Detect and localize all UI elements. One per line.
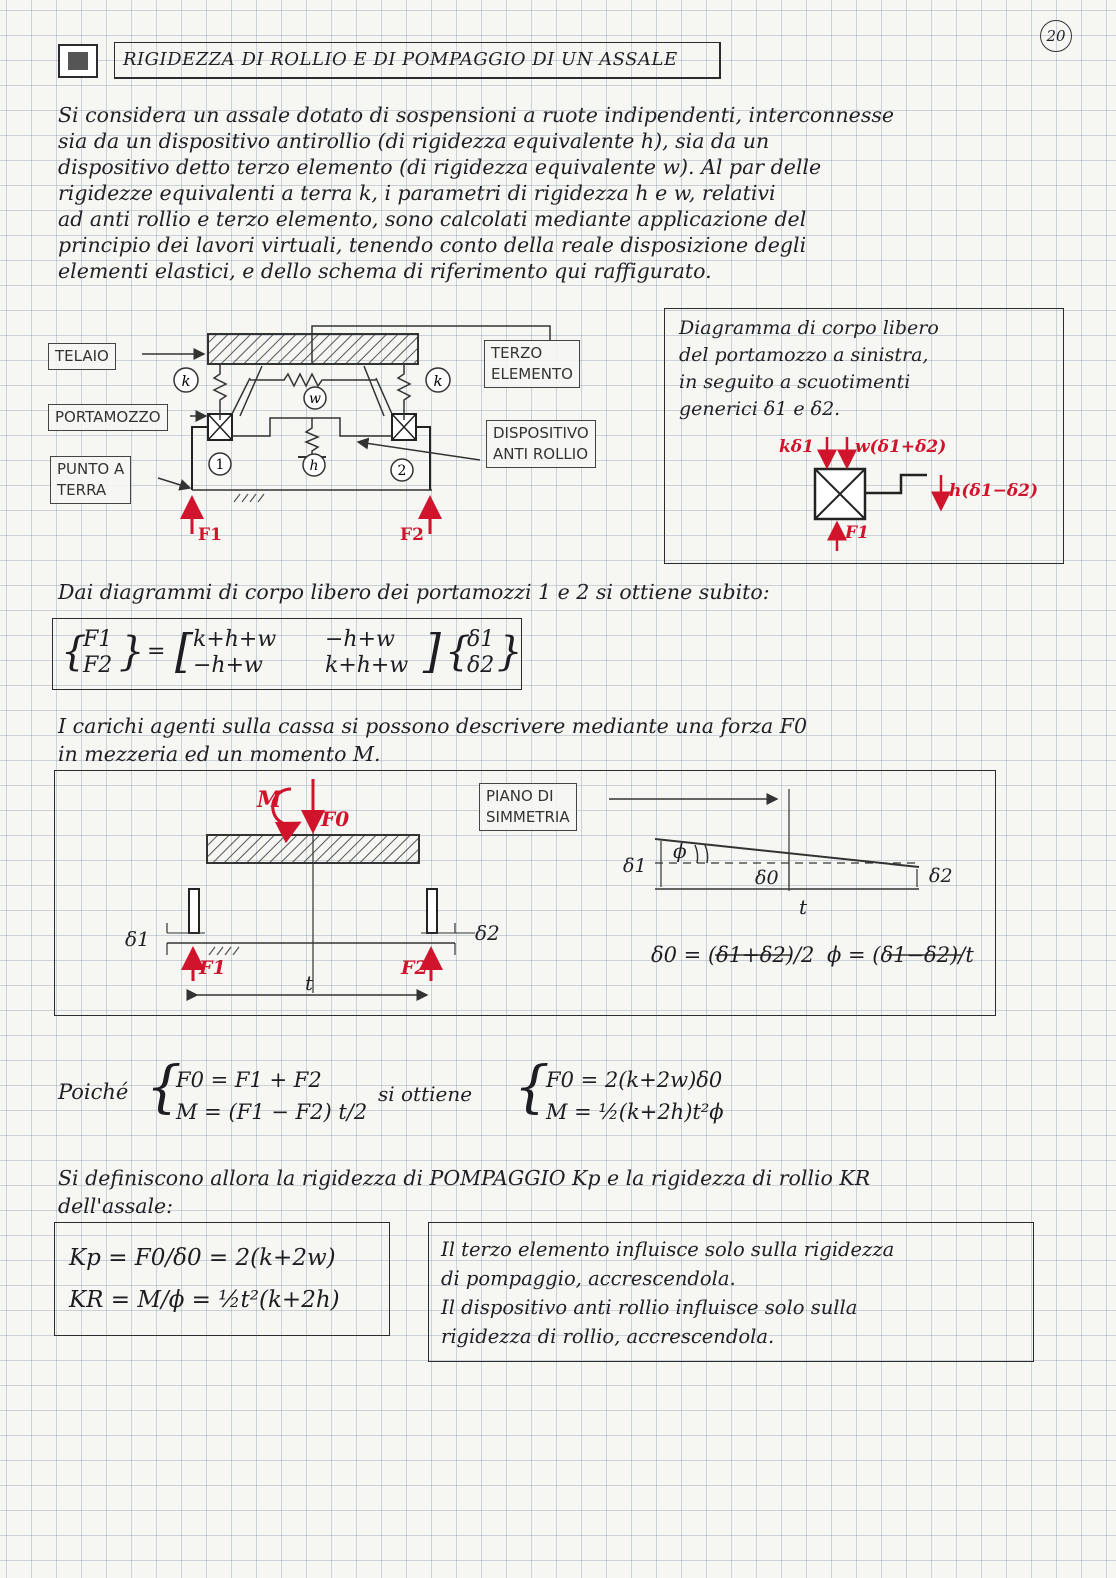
force-f0-label: F0 <box>321 807 350 831</box>
label-2-text: 2 <box>397 463 407 479</box>
text-define-line: Si definiscono allora la rigidezza di POMPAGGIO Kp e la rigidezza di rollio KR <box>58 1166 871 1190</box>
poiche-equations <box>176 1064 367 1128</box>
kinematics-box <box>54 770 996 1016</box>
si-ottiene: si ottiene <box>378 1082 473 1106</box>
section-icon <box>58 44 98 78</box>
results-box <box>54 1222 390 1336</box>
free-body-text-line: del portamozzo a sinistra, <box>679 344 929 366</box>
matrix-rhs-1: δ1 <box>467 627 495 652</box>
anti-roll-spring <box>306 418 318 457</box>
formula-phi: ϕ = (δ1−δ2)/t <box>827 943 974 967</box>
poiche-eq-2: M = (F1 − F2) t/2 <box>176 1100 368 1124</box>
poiche-eq-1: F0 = F1 + F2 <box>176 1068 322 1092</box>
note-line: Il terzo elemento influisce solo sulla rigidezza <box>441 1238 895 1261</box>
force-k-label: kδ1 <box>779 437 814 457</box>
phi-label: ϕ <box>673 839 687 863</box>
result-eq-1: F0 = 2(k+2w)δ0 <box>546 1068 723 1092</box>
page-title: RIGIDEZZA DI ROLLIO E DI POMPAGGIO DI UN ASSALE <box>114 42 721 79</box>
delta0-label: δ0 <box>755 867 779 889</box>
force-f1-label-2: F1 <box>199 957 226 979</box>
force-h-label: h(δ1−δ2) <box>949 481 1039 501</box>
track-label-right: t <box>799 895 808 919</box>
left-upright <box>192 427 208 490</box>
free-body-text-line: Diagramma di corpo libero <box>679 317 939 339</box>
force-f2-label-2: F2 <box>401 957 428 979</box>
note-line: Il dispositivo anti rollio influisce solo sulla <box>441 1296 858 1319</box>
intro-line: elementi elastici, e dello schema di riferimento qui raffigurato. <box>58 259 712 283</box>
text-free-bodies: Dai diagrammi di corpo libero dei portamozzi 1 e 2 si ottiene subito: <box>58 580 770 604</box>
matrix-lhs-2: F2 <box>83 653 113 678</box>
text-loads-line: in mezzeria ed un momento M. <box>58 742 381 766</box>
chassis-beam <box>208 334 418 364</box>
matrix-equation: { F1 F2 } = [ k+h+w −h+w −h+w k+h+w ] { δ1 δ2 } <box>52 618 522 690</box>
delta1-label: δ1 <box>125 927 150 951</box>
moment-label: M <box>257 787 282 813</box>
intro-line: principio dei lavori virtuali, tenendo conto della reale disposizione degli <box>58 233 807 257</box>
force-f-label: F1 <box>845 523 869 543</box>
intro-line: dispositivo detto terzo elemento (di rigidezza equivalente w). Al par delle <box>58 155 822 179</box>
result-eq-2: M = ½(k+2h)t²ϕ <box>546 1100 724 1124</box>
intro-paragraph <box>58 102 1088 284</box>
intro-line: ad anti rollio e terzo elemento, sono calcolati mediante applicazione del <box>58 207 807 231</box>
matrix-cell: k+h+w <box>193 627 277 652</box>
note-line: di pompaggio, accrescendola. <box>441 1267 736 1290</box>
result-kr: KR = M/ϕ = ½t²(k+2h) <box>69 1287 340 1313</box>
left-upright-bar <box>189 889 199 933</box>
label-w-text: w <box>309 391 321 407</box>
free-body-text-line: generici δ1 e δ2. <box>679 398 841 420</box>
matrix-lhs-1: F1 <box>83 627 113 652</box>
label-portamozzo: PORTAMOZZO <box>48 404 168 431</box>
text-define-line: dell'assale: <box>58 1194 174 1218</box>
label-terzo-elemento: TERZO ELEMENTO <box>484 340 580 388</box>
result-kp: Kp = F0/δ0 = 2(k+2w) <box>69 1245 336 1271</box>
label-1-text: 1 <box>215 457 225 473</box>
force-w-label: w(δ1+δ2) <box>855 437 947 457</box>
matrix-cell: −h+w <box>193 653 263 678</box>
label-h-text: h <box>309 458 319 474</box>
text-loads-line: I carichi agenti sulla cassa si possono descrivere mediante una forza F0 <box>58 714 807 738</box>
label-k-right-text: k <box>433 372 443 390</box>
left-spring-k <box>214 364 226 420</box>
free-body-box <box>664 308 1064 564</box>
page-number: 20 <box>1040 20 1072 52</box>
matrix-cell: −h+w <box>325 627 395 652</box>
label-piano-simmetria: PIANO DI SIMMETRIA <box>479 783 577 831</box>
track-label: t <box>305 971 314 995</box>
poiche-word: Poiché <box>58 1080 129 1104</box>
delta2-label: δ2 <box>475 921 500 945</box>
right-upright-bar <box>427 889 437 933</box>
text-loads <box>58 712 807 768</box>
note-line: rigidezza di rollio, accrescendola. <box>441 1325 775 1348</box>
notes-box <box>428 1222 1034 1362</box>
intro-line: sia da un dispositivo antirollio (di rigidezza equivalente h), sia da un <box>58 129 770 153</box>
matrix-cell: k+h+w <box>325 653 409 678</box>
label-anti-rollio: DISPOSITIVO ANTI ROLLIO <box>486 420 596 468</box>
intro-line: rigidezze equivalenti a terra k, i parametri di rigidezza h e w, relativi <box>58 181 776 205</box>
label-telaio: TELAIO <box>48 343 116 370</box>
text-define <box>58 1164 870 1220</box>
phi-arc <box>695 845 698 863</box>
intro-line: Si considera un assale dotato di sospensioni a ruote indipendenti, interconnesse <box>58 103 894 127</box>
ground-point-arrow <box>158 478 190 488</box>
anti-roll-leader <box>358 442 480 460</box>
third-element-spring <box>250 374 376 386</box>
delta2-right-label: δ2 <box>929 865 953 887</box>
formula-d0: δ0 = (δ1+δ2)/2 <box>651 943 815 967</box>
label-punto-terra: PUNTO A TERRA <box>50 456 131 504</box>
result-equations <box>546 1064 724 1128</box>
free-body-arm <box>865 475 927 493</box>
right-upright <box>416 427 430 490</box>
right-spring-k <box>398 364 410 420</box>
force-f2-label: F2 <box>400 525 424 545</box>
delta1-right-label: δ1 <box>623 855 647 877</box>
matrix-rhs-2: δ2 <box>467 653 495 678</box>
force-f1-label: F1 <box>198 525 222 545</box>
free-body-text-line: in seguito a scuotimenti <box>679 371 911 393</box>
label-k-left-text: k <box>181 372 191 390</box>
